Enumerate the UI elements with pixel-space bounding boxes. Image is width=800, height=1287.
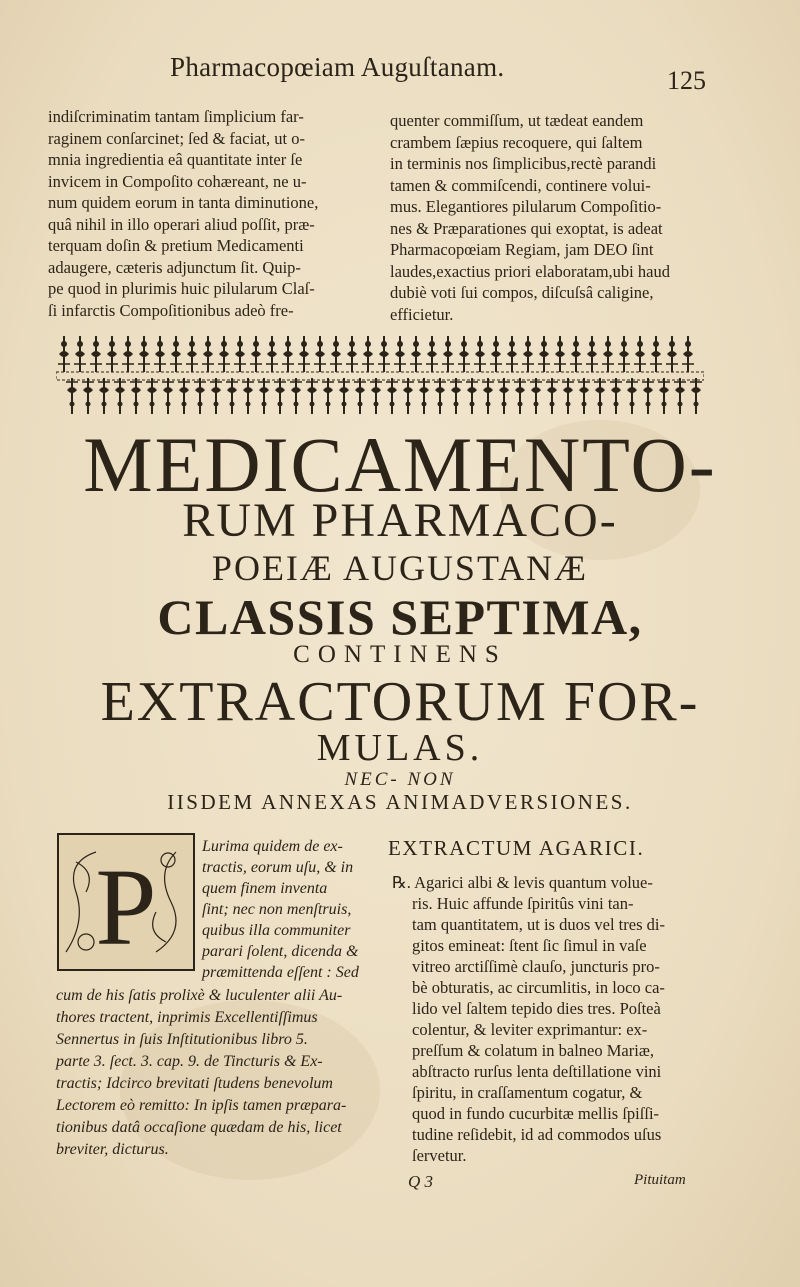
title-line-extractorum: EXTRACTORUM FOR- <box>100 671 700 733</box>
text-line: raginem conſarcinet; ſed & faciat, ut o- <box>48 128 306 148</box>
text-line: quibus illa communiter <box>202 922 351 939</box>
text-line: quem finem inventa <box>202 880 328 897</box>
fleuron-icon <box>554 336 566 372</box>
text-line: adaugere, cæteris adjunctum ſit. Quip- <box>48 257 301 277</box>
fleuron-icon <box>130 378 142 414</box>
section-heading: EXTRACTUM AGARICI. <box>388 836 645 860</box>
fleuron-icon <box>514 378 526 414</box>
svg-text:P: P <box>95 846 157 968</box>
fleuron-icon <box>122 336 134 372</box>
fleuron-icon <box>634 336 646 372</box>
fleuron-icon <box>426 336 438 372</box>
top-right-column <box>390 110 705 325</box>
fleuron-icon <box>234 336 246 372</box>
text-line: ſervetur. <box>412 1146 467 1165</box>
fleuron-icon <box>378 336 390 372</box>
text-line: Lurima quidem de ex- <box>202 838 343 855</box>
text-line: bè obturatis, ac circumlitis, in loco ca- <box>412 978 665 997</box>
fleuron-icon <box>266 336 278 372</box>
fleuron-icon <box>226 378 238 414</box>
fleuron-icon <box>90 336 102 372</box>
fleuron-icon <box>482 378 494 414</box>
text-line: indiſcriminatim tantam ſimplicium far- <box>48 107 304 126</box>
fleuron-icon <box>154 336 166 372</box>
fleuron-icon <box>538 336 550 372</box>
text-line: tractis, eorum uſu, & in <box>202 859 354 876</box>
fleuron-icon <box>162 378 174 414</box>
fleuron-icon <box>434 378 446 414</box>
text-line: tam quantitatem, ut is duos vel tres di- <box>412 915 665 934</box>
running-head: Pharmacopœiam Auguſtanam. <box>170 52 505 82</box>
text-line: abſtracto rurſus lenta deſtillatione vini <box>412 1062 662 1081</box>
text-line: terquam doſin & pretium Medicamenti <box>48 236 304 255</box>
title-line-classis: CLASSIS SEPTIMA, <box>157 589 643 645</box>
text-line: ſint; nec non menſtruis, <box>202 901 352 918</box>
fleuron-icon <box>626 378 638 414</box>
text-line: tudine reſidebit, id ad commodos uſus <box>412 1125 662 1144</box>
text-line: ris. Huic affunde ſpiritûs vini tan- <box>412 894 634 913</box>
text-line: lido vel ſaltem tepido dies tres. Poſteà <box>412 999 661 1018</box>
fleuron-icon <box>146 378 158 414</box>
fleuron-icon <box>306 378 318 414</box>
fleuron-icon <box>666 336 678 372</box>
fleuron-icon <box>66 378 78 414</box>
text-line: quod in fundo cucurbitæ mellis ſpiſſi- <box>412 1104 660 1123</box>
fleuron-icon <box>562 378 574 414</box>
fleuron-icon <box>522 336 534 372</box>
fleuron-icon <box>370 378 382 414</box>
text-line: laudes,exactius priori elaboratam,ubi haud <box>390 261 670 281</box>
fleuron-icon <box>594 378 606 414</box>
fleuron-icon <box>658 378 670 414</box>
fleuron-icon <box>106 336 118 372</box>
text-line: ℞. Agarici albi & levis quantum volue- <box>392 873 653 892</box>
fleuron-icon <box>170 336 182 372</box>
text-line: vitreo arctiſſimè clauſo, juncturis pro- <box>412 957 660 976</box>
fleuron-icon <box>186 336 198 372</box>
text-line: tamen & commiſcendi, continere volui- <box>390 175 651 195</box>
fleuron-icon <box>322 378 334 414</box>
fleuron-icon <box>410 336 422 372</box>
fleuron-icon <box>442 336 454 372</box>
page-number: 125 <box>667 66 706 95</box>
fleuron-icon <box>570 336 582 372</box>
fleuron-icon <box>114 378 126 414</box>
text-line: parari ſolent, dicenda & <box>202 943 359 960</box>
fleuron-icon <box>178 378 190 414</box>
fleuron-icon <box>82 378 94 414</box>
text-line: thores tractent, inprimis Excellentiſſimus <box>56 1009 318 1026</box>
text-line: Sennertus in ſuis Inſtitutionibus libro 5. <box>56 1031 308 1048</box>
fleuron-icon <box>250 336 262 372</box>
fleuron-icon <box>330 336 342 372</box>
fleuron-icon <box>530 378 542 414</box>
text-line: invicem in Compoſito cohæreant, ne u- <box>48 171 307 191</box>
fleuron-icon <box>498 378 510 414</box>
fleuron-icon <box>458 336 470 372</box>
fleuron-icon <box>402 378 414 414</box>
text-line: cum de his ſatis prolixè & luculenter alii Au- <box>56 987 343 1004</box>
fleuron-icon <box>218 336 230 372</box>
text-line: gitos emineat: ſtent ſic ſimul in vaſe <box>412 936 647 955</box>
text-line: tionibus datâ occaſione quædam de his, licet <box>56 1119 342 1136</box>
title-line-continens: CONTINENS <box>293 641 507 668</box>
top-left-column <box>48 106 370 321</box>
fleuron-icon <box>274 378 286 414</box>
fleuron-ornament-band <box>56 334 704 418</box>
text-line: mnia ingredientia eâ quantitate inter ſe <box>48 150 303 169</box>
text-line: efficietur. <box>390 304 454 324</box>
fleuron-icon <box>682 336 694 372</box>
title-line-nec-non: NEC- NON <box>344 769 456 790</box>
text-line: nes & Præparationes qui exoptat, is adeat <box>390 218 663 238</box>
fleuron-icon <box>602 336 614 372</box>
fleuron-icon <box>242 378 254 414</box>
text-line: parte 3. ſect. 3. cap. 9. de Tincturis & Ex- <box>56 1053 323 1070</box>
fleuron-icon <box>506 336 518 372</box>
title-line-animadversiones: IISDEM ANNEXAS ANIMADVERSIONES. <box>167 790 633 814</box>
catchword: Pituitam <box>634 1172 686 1188</box>
fleuron-icon <box>290 378 302 414</box>
fleuron-icon <box>394 336 406 372</box>
text-line: pe quod in plurimis huic pilularum Claſ- <box>48 279 315 298</box>
fleuron-icon <box>258 378 270 414</box>
fleuron-icon <box>194 378 206 414</box>
text-line: quâ nihil in illo operari aliud poſſit, præ- <box>48 214 315 234</box>
text-line: num quidem eorum in tanta diminutione, <box>48 193 319 212</box>
fleuron-icon <box>346 336 358 372</box>
text-line: tractis; Idcirco brevitati ſtudens benevolum <box>56 1075 333 1092</box>
fleuron-icon <box>650 336 662 372</box>
fleuron-icon <box>282 336 294 372</box>
text-line: crambem ſæpius recoquere, qui ſaltem <box>390 132 643 152</box>
fleuron-icon <box>314 336 326 372</box>
fleuron-icon <box>386 378 398 414</box>
fleuron-icon <box>546 378 558 414</box>
text-line: præmittenda eſſent : Sed <box>202 964 359 981</box>
decorated-initial-p <box>56 832 196 972</box>
fleuron-icon <box>298 336 310 372</box>
text-line: dubiè voti ſui compos, diſcuſsâ caligine, <box>390 283 654 302</box>
fleuron-icon <box>674 378 686 414</box>
signature-mark: Q 3 <box>408 1172 434 1191</box>
fleuron-icon <box>610 378 622 414</box>
fleuron-icon <box>418 378 430 414</box>
title-line-augustanae: POEIÆ AUGUSTANÆ <box>211 548 589 588</box>
fleuron-icon <box>338 378 350 414</box>
title-line-medicamento: MEDICAMENTO- <box>83 421 717 508</box>
fleuron-icon <box>362 336 374 372</box>
fleuron-icon <box>490 336 502 372</box>
fleuron-icon <box>474 336 486 372</box>
title-line-mulas: MULAS. <box>316 727 484 769</box>
fleuron-icon <box>202 336 214 372</box>
text-line: quenter commiſſum, ut tædeat eandem <box>390 111 644 130</box>
fleuron-icon <box>618 336 630 372</box>
fleuron-icon <box>74 336 86 372</box>
fleuron-icon <box>354 378 366 414</box>
fleuron-icon <box>642 378 654 414</box>
text-line: breviter, dicturus. <box>56 1141 169 1158</box>
fleuron-icon <box>138 336 150 372</box>
fleuron-icon <box>58 336 70 372</box>
fleuron-icon <box>586 336 598 372</box>
text-line: mus. Elegantiores pilularum Compoſitio- <box>390 197 662 216</box>
text-line: Lectorem eò remitto: In ipſis tamen præpara- <box>56 1097 347 1114</box>
fleuron-icon <box>210 378 222 414</box>
text-line: preſſum & colatum in balneo Mariæ, <box>412 1041 654 1060</box>
fleuron-icon <box>690 378 702 414</box>
text-line: Pharmacopœiam Regiam, jam DEO ſint <box>390 240 654 259</box>
text-line: colentur, & leviter exprimantur: ex- <box>412 1020 648 1039</box>
title-line-pharmaco: RUM PHARMACO- <box>182 494 618 547</box>
fleuron-icon <box>450 378 462 414</box>
text-line: ſpiritu, in craſſamentum cogatur, & <box>412 1083 643 1102</box>
text-line: ſi infarctis Compoſitionibus adeò fre- <box>48 300 294 320</box>
text-line: in terminis nos ſimplicibus,rectè parandi <box>390 154 657 173</box>
fleuron-icon <box>98 378 110 414</box>
fleuron-icon <box>466 378 478 414</box>
fleuron-icon <box>578 378 590 414</box>
